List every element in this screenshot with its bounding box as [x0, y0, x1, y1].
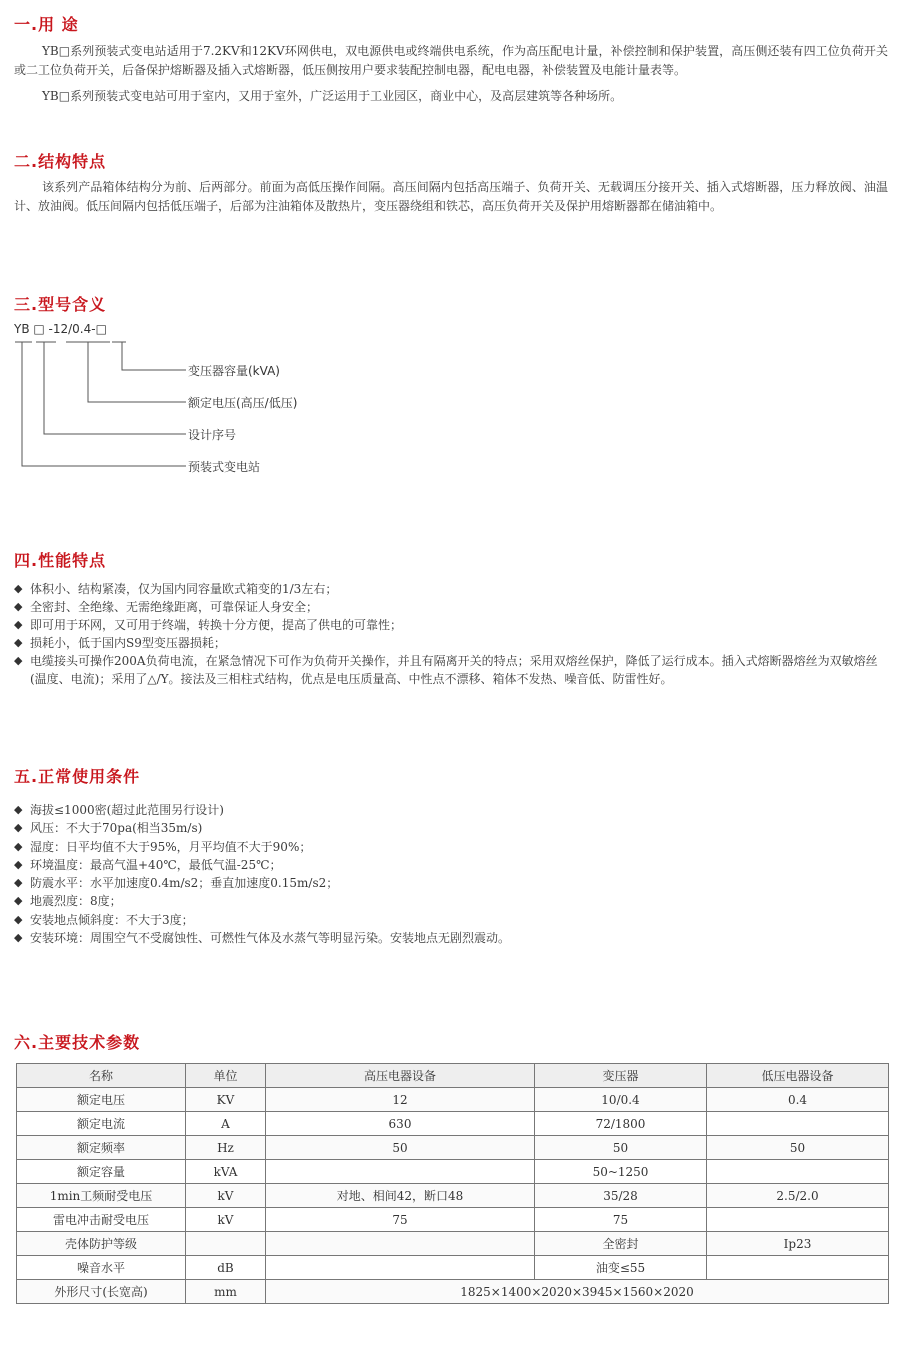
label-design-serial: 设计序号	[188, 428, 237, 442]
table-cell	[707, 1160, 889, 1184]
list-item: ◆ 损耗小，低于国内S9型变压器损耗；	[14, 634, 888, 652]
table-cell: 50	[535, 1136, 707, 1160]
table-cell: 2.5/2.0	[707, 1184, 889, 1208]
table-cell: 35/28	[535, 1184, 707, 1208]
table-cell: 10/0.4	[535, 1088, 707, 1112]
list-item: ◆ 环境温度：最高气温+40℃，最低气温-25℃；	[14, 856, 888, 874]
table-cell: Ip23	[707, 1232, 889, 1256]
table-cell: 75	[266, 1208, 535, 1232]
header-unit: 单位	[186, 1064, 266, 1088]
list-item: ◆ 电缆接头可操作200A负荷电流，在紧急情况下可作为负荷开关操作，并且有隔离开关的特点；采用双熔丝保护，降低了运行成本。插入式熔断器熔丝为双敏熔丝(温度、电流)；采用了△/Y。接法及三相柱式结构，优点是电压质量高、中性点不漂移、箱体不发热、噪音低、防雷性好。	[14, 652, 888, 688]
table-row	[17, 1112, 889, 1136]
table-cell: 额定频率	[17, 1136, 186, 1160]
list-item: ◆ 安装环境：周围空气不受腐蚀性、可燃性气体及水蒸气等明显污染。安装地点无剧烈震动。	[14, 929, 888, 947]
table-cell: 额定电流	[17, 1112, 186, 1136]
table-row	[17, 1280, 889, 1304]
section-title-performance: 四.性能特点	[14, 551, 107, 570]
section-title-model-meaning: 三.型号含义	[14, 295, 107, 314]
table-cell	[707, 1256, 889, 1280]
header-transformer: 变压器	[535, 1064, 707, 1088]
table-cell: 50~1250	[535, 1160, 707, 1184]
performance-list	[14, 580, 888, 688]
table-row	[17, 1184, 889, 1208]
list-item: ◆ 地震烈度：8度；	[14, 892, 888, 910]
table-row	[17, 1136, 889, 1160]
section-title-usage: 一.用 途	[14, 15, 79, 34]
table-cell	[266, 1256, 535, 1280]
table-cell: A	[186, 1112, 266, 1136]
usage-paragraph-2: YB□系列预装式变电站可用于室内，又用于室外，广泛运用于工业园区，商业中心，及高层建筑等各种场所。	[42, 89, 623, 103]
table-cell: 壳体防护等级	[17, 1232, 186, 1256]
table-cell	[707, 1112, 889, 1136]
table-cell: 1min工频耐受电压	[17, 1184, 186, 1208]
table-cell: kVA	[186, 1160, 266, 1184]
list-item: ◆ 全密封、全绝缘、无需绝缘距离，可靠保证人身安全；	[14, 598, 888, 616]
list-item: ◆ 风压：不大于70pa(相当35m/s)	[14, 819, 888, 837]
table-cell: 72/1800	[535, 1112, 707, 1136]
table-cell-dimensions: 1825×1400×2020×3945×1560×2020	[266, 1280, 889, 1304]
table-cell: 对地、相间42，断口48	[266, 1184, 535, 1208]
list-item: ◆ 体积小、结构紧凑，仅为国内同容量欧式箱变的1/3左右；	[14, 580, 888, 598]
section-title-tech-params: 六.主要技术参数	[14, 1033, 141, 1052]
table-cell: 油变≤55	[535, 1256, 707, 1280]
table-cell	[266, 1160, 535, 1184]
tech-params-table	[16, 1063, 889, 1304]
table-row	[17, 1088, 889, 1112]
list-item: ◆ 海拔≤1000密(超过此范围另行设计)	[14, 801, 888, 819]
table-row	[17, 1208, 889, 1232]
table-cell: 全密封	[535, 1232, 707, 1256]
table-header-row	[17, 1064, 889, 1088]
list-item: ◆ 湿度：日平均值不大于95%，月平均值不大于90%；	[14, 838, 888, 856]
table-row	[17, 1232, 889, 1256]
structure-paragraph: 该系列产品箱体结构分为前、后两部分。前面为高低压操作间隔。高压间隔内包括高压端子、负荷开关、无载调压分接开关、插入式熔断器，压力释放阀、油温计、放油阀。低压间隔内包括低压端子，后部为注油箱体及散热片，变压器绕组和铁芯，高压负荷开关及保护用熔断器都在储油箱中。	[14, 180, 888, 213]
table-cell: dB	[186, 1256, 266, 1280]
section-title-structure: 二.结构特点	[14, 152, 107, 171]
usage-paragraph-1: YB□系列预装式变电站适用于7.2KV和12KV环网供电，双电源供电或终端供电系统，作为高压配电计量，补偿控制和保护装置，高压侧还装有四工位负荷开关或二工位负荷开关，后备保护熔断器及插入式熔断器，低压侧按用户要求装配控制电器，配电电器，补偿装置及电能计量表等。	[14, 44, 888, 77]
header-name: 名称	[17, 1064, 186, 1088]
table-cell: kV	[186, 1208, 266, 1232]
table-cell	[266, 1232, 535, 1256]
label-transformer-capacity: 变压器容量(kVA)	[188, 364, 280, 378]
table-cell: 噪音水平	[17, 1256, 186, 1280]
table-cell: mm	[186, 1280, 266, 1304]
table-row	[17, 1256, 889, 1280]
table-cell: 75	[535, 1208, 707, 1232]
table-cell: 12	[266, 1088, 535, 1112]
table-cell: 雷电冲击耐受电压	[17, 1208, 186, 1232]
table-cell: 50	[707, 1136, 889, 1160]
header-hv-equipment: 高压电器设备	[266, 1064, 535, 1088]
header-lv-equipment: 低压电器设备	[707, 1064, 889, 1088]
table-cell: 额定电压	[17, 1088, 186, 1112]
model-code: YB □ -12/0.4-□	[14, 322, 107, 336]
table-row	[17, 1160, 889, 1184]
table-cell: Hz	[186, 1136, 266, 1160]
model-diagram-lines	[14, 338, 194, 468]
list-item: ◆ 即可用于环网，又可用于终端，转换十分方便，提高了供电的可靠性；	[14, 616, 888, 634]
label-prefab-substation: 预装式变电站	[188, 460, 261, 474]
list-item: ◆ 安装地点倾斜度：不大于3度；	[14, 911, 888, 929]
table-cell: 0.4	[707, 1088, 889, 1112]
table-cell: 50	[266, 1136, 535, 1160]
table-cell	[707, 1208, 889, 1232]
table-cell: 额定容量	[17, 1160, 186, 1184]
table-cell: 630	[266, 1112, 535, 1136]
list-item: ◆ 防震水平：水平加速度0.4m/s2；垂直加速度0.15m/s2；	[14, 874, 888, 892]
table-cell	[186, 1232, 266, 1256]
conditions-list	[14, 801, 888, 947]
section-title-usage-conditions: 五.正常使用条件	[14, 767, 141, 786]
table-cell: 外形尺寸(长宽高)	[17, 1280, 186, 1304]
table-cell: kV	[186, 1184, 266, 1208]
label-rated-voltage: 额定电压(高压/低压)	[188, 396, 298, 410]
table-cell: KV	[186, 1088, 266, 1112]
